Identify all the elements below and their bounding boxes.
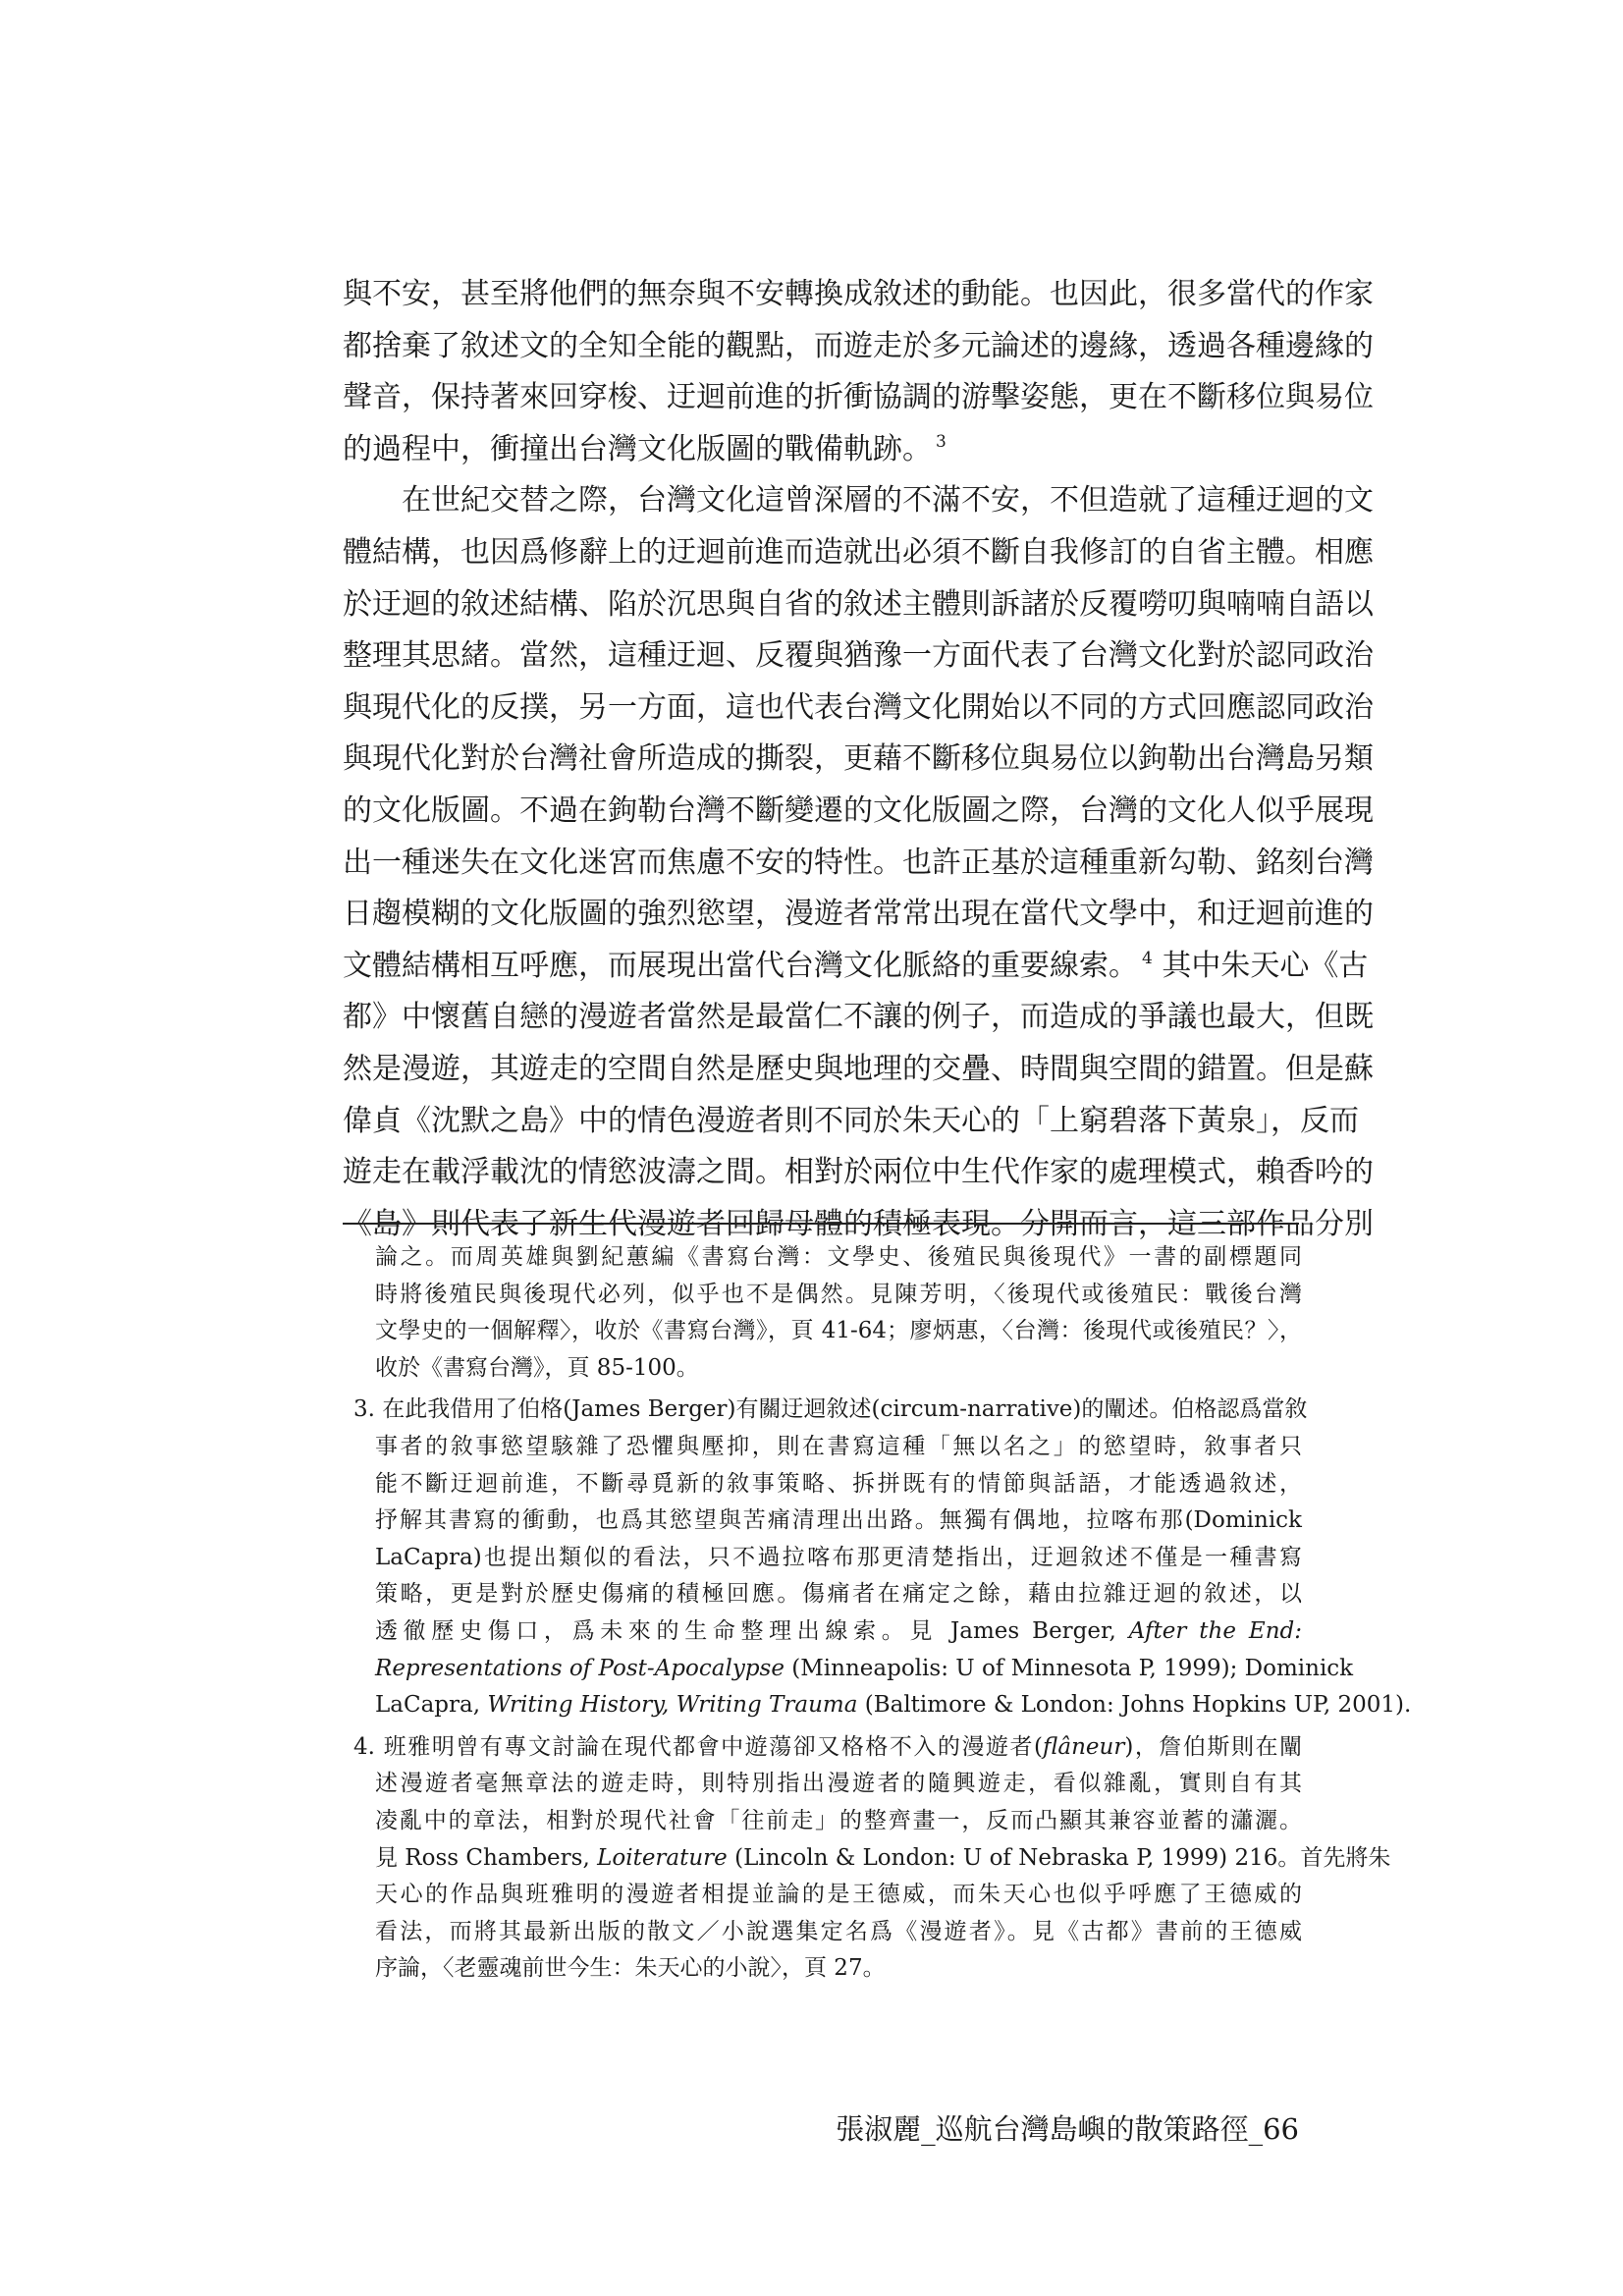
footnote-line: 事者的敘事慾望駭雜了恐懼與壓抑，則在書寫這種「無以名之」的慾望時，敘事者只 (375, 1433, 1302, 1459)
footnote-line (353, 1840, 1391, 1878)
footnote-ref-4: 4 (1142, 948, 1153, 968)
body-line: 都》中懷舊自戀的漫遊者當然是最當仁不讓的例子，而造成的爭議也最大，但既 (343, 1000, 1374, 1035)
body-line: 然是漫遊，其遊走的空間自然是歷史與地理的交疊、時間與空間的錯置。但是蘇 (343, 1051, 1374, 1086)
body-line-text: 其中朱天心《古 (1162, 948, 1369, 983)
body-line: 偉貞《沈默之島》中的情色漫遊者則不同於朱天心的「上窮碧落下黃泉」，反而 (343, 1103, 1359, 1138)
body-line: 遊走在載浮載沈的情慾波濤之間。相對於兩位中生代作家的處理模式，賴香吟的 (343, 1155, 1374, 1190)
footnote-line (353, 1687, 1412, 1724)
body-line (343, 424, 1299, 476)
footnote-line: 天心的作品與班雅明的漫遊者相提並論的是王德威，而朱天心也似乎呼應了王德威的 (375, 1882, 1302, 1908)
main-body-text (343, 269, 1374, 1250)
body-line-text: 文體結構相互呼應，而展現出當代台灣文化脈絡的重要線索。 (343, 948, 1138, 983)
book-title: Representations of Post-Apocalypse (375, 1655, 784, 1681)
footnote-line (353, 1613, 1302, 1651)
body-line-text: 的過程中，衝撞出台灣文化版圖的戰備軌跡。 (343, 431, 932, 466)
footnote-text: LaCapra, (375, 1692, 488, 1719)
footnote-line: 能不斷迂迴前進，不斷尋覓新的敘事策略、拆拼既有的情節與話語，才能透過敘述， (375, 1470, 1302, 1497)
body-line: 與現代化的反撲，另一方面，這也代表台灣文化開始以不同的方式回應認同政治 (343, 689, 1374, 725)
body-line: 都捨棄了敘述文的全知全能的觀點，而遊走於多元論述的邊緣，透過各種邊緣的 (343, 328, 1374, 363)
footnote-line: 策略，更是對於歷史傷痛的積極回應。傷痛者在痛定之餘，藉由拉雜迂迴的敘述，以 (375, 1581, 1302, 1608)
footnote-line: 述漫遊者毫無章法的遊走時，則特別指出漫遊者的隨興遊走，看似雜亂，實則自有其 (375, 1771, 1302, 1797)
footnote-text: 見 Ross Chambers, (375, 1844, 598, 1871)
footnote-line: 序論，〈老靈魂前世今生：朱天心的小說〉，頁 27。 (375, 1955, 886, 1982)
body-line: 日趨模糊的文化版圖的強烈慾望，漫遊者常常出現在當代文學中，和迂迴前進的 (343, 897, 1374, 932)
body-line: 《島》則代表了新生代漫遊者回歸母體的積極表現。分開而言，這三部作品分別 (343, 1206, 1374, 1241)
footnote-text: 4. 班雅明曾有專文討論在現代都會中遊蕩卻又格格不入的漫遊者( (353, 1733, 1044, 1760)
book-title: Writing History, Writing Trauma (487, 1692, 858, 1719)
footnote-4 (353, 1729, 1302, 1767)
body-line: 整理其思緒。當然，這種迂迴、反覆與猶豫一方面代表了台灣文化對於認同政治 (343, 638, 1374, 674)
page-footer: 張淑麗_巡航台灣島嶼的散策路徑_66 (836, 2112, 1299, 2146)
footnote-line (353, 1651, 1354, 1688)
footnote-line: 文學史的一個解釋〉，收於《書寫台灣》，頁 41-64；廖炳惠，〈台灣：後現代或後殖民？〉， (375, 1318, 1302, 1344)
body-line: 與不安，甚至將他們的無奈與不安轉換成敘述的動能。也因此，很多當代的作家 (343, 277, 1374, 311)
body-line (343, 941, 1369, 993)
footnote-text: (Minneapolis: U of Minnesota P, 1999); Dominick (784, 1655, 1354, 1681)
footnote-text: (Lincoln & London: U of Nebraska P, 1999) 216。首先將朱 (727, 1844, 1391, 1871)
book-title: Loiterature (597, 1844, 728, 1871)
term-italic: flâneur (1043, 1733, 1125, 1760)
footnote-line: 凌亂中的章法，相對於現代社會「往前走」的整齊畫一，反而凸顯其兼容並蓄的瀟灑。 (375, 1807, 1302, 1833)
footnote-text: 透徹歷史傷口，爲未來的生命整理出線索。見 James Berger, (375, 1617, 1116, 1644)
body-line: 的文化版圖。不過在鉤勒台灣不斷變遷的文化版圖之際，台灣的文化人似乎展現 (343, 793, 1374, 828)
paragraph-first-line: 在世紀交替之際，台灣文化這曾深層的不滿不安，不但造就了這種迂迴的文 (402, 483, 1374, 519)
body-line: 於迂迴的敘述結構、陷於沉思與自省的敘述主體則訴諸於反覆嘮叨與喃喃自語以 (343, 586, 1374, 622)
footnote-text: )，詹伯斯則在闡 (1124, 1733, 1302, 1760)
footnote-line: 論之。而周英雄與劉紀蕙編《書寫台灣：文學史、後殖民與後現代》一書的副標題同 (375, 1244, 1302, 1270)
body-line: 體結構，也因爲修辭上的迂迴前進而造就出必須不斷自我修訂的自省主體。相應 (343, 534, 1374, 570)
footnote-line: LaCapra)也提出類似的看法，只不過拉喀布那更清楚指出，迂迴敘述不僅是一種書寫 (375, 1544, 1302, 1570)
book-title: After the End: (1128, 1617, 1303, 1644)
footnote-line: 收於《書寫台灣》，頁 85-100。 (375, 1354, 699, 1381)
footnote-3: 3. 在此我借用了伯格(James Berger)有關迂迴敘述(circum-narrative)的闡述。伯格認爲當敘 (353, 1396, 1308, 1423)
footnote-line: 時將後殖民與後現代必列，似乎也不是偶然。見陳芳明，〈後現代或後殖民：戰後台灣 (375, 1281, 1302, 1307)
footnote-line: 看法，而將其最新出版的散文／小說選集定名爲《漫遊者》。見《古都》書前的王德威 (375, 1918, 1302, 1944)
footnote-text: (Baltimore & London: Johns Hopkins UP, 2001). (857, 1692, 1412, 1719)
body-line: 與現代化對於台灣社會所造成的撕裂，更藉不斷移位與易位以鉤勒出台灣島另類 (343, 741, 1374, 777)
footnote-line: 抒解其書寫的衝動，也爲其慾望與苦痛清理出出路。無獨有偶地，拉喀布那(Dominick (375, 1507, 1302, 1534)
body-line: 聲音，保持著來回穿梭、迂迴前進的折衝協調的游擊姿態，更在不斷移位與易位 (343, 380, 1374, 415)
body-line: 出一種迷失在文化迷宮而焦慮不安的特性。也許正基於這種重新勾勒、銘刻台灣 (343, 845, 1374, 880)
footnote-ref-3: 3 (936, 431, 947, 452)
footnotes (353, 1239, 1412, 1988)
footnote-separator (343, 1223, 1299, 1225)
